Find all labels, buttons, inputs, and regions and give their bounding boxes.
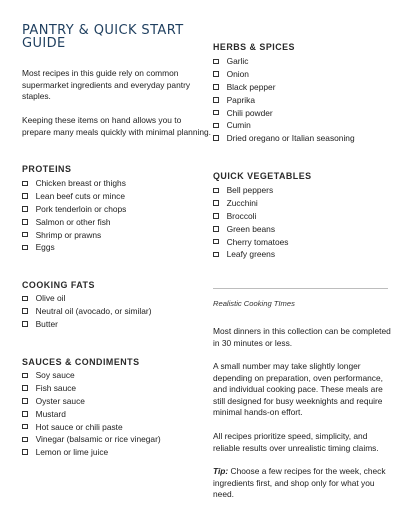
sauce-item (22, 395, 161, 408)
sauce-item (22, 446, 161, 459)
cooking-fat-item (22, 318, 152, 331)
cooking-fats-heading: COOKING FATS (22, 280, 95, 290)
protein-item-label: Chicken breast or thighs (35, 178, 126, 189)
sauce-item-label: Fish sauce (35, 383, 77, 394)
protein-item-label: Eggs (35, 242, 55, 253)
sauces-checklist (22, 369, 161, 459)
cooking-fat-item (22, 305, 152, 318)
vegetable-item-label: Green beans (226, 223, 276, 234)
cooking-times-paragraph-3: All recipes prioritize speed, simplicity, and reliable results over unrealistic timing claims. (213, 431, 379, 453)
herb-item-label: Chili powder (226, 107, 273, 118)
herbs-heading: HERBS & SPICES (213, 42, 295, 52)
cooking-times-paragraph-1: Most dinners in this collection can be completed in 30 minutes or less. (213, 326, 391, 348)
herb-item-label: Dried oregano or Italian seasoning (226, 133, 355, 144)
vegetable-item (213, 222, 289, 235)
herb-item-label: Paprika (226, 94, 255, 105)
checkbox[interactable] (22, 321, 28, 327)
checkbox[interactable] (22, 411, 28, 417)
herb-item (213, 106, 355, 119)
section-divider (213, 288, 388, 289)
checkbox[interactable] (213, 200, 219, 206)
protein-item-label: Salmon or other fish (35, 216, 111, 227)
protein-item (22, 215, 126, 228)
checkbox[interactable] (22, 308, 28, 314)
vegetable-item (213, 210, 289, 223)
herb-item (213, 93, 355, 106)
vegetable-item (213, 197, 289, 210)
checkbox[interactable] (213, 239, 219, 245)
cooking-fat-item (22, 292, 152, 305)
herb-item (213, 132, 355, 145)
vegetable-item-label: Bell peppers (226, 185, 274, 196)
checkbox[interactable] (213, 226, 219, 232)
vegetables-heading: QUICK VEGETABLES (213, 171, 312, 181)
herb-item-label: Onion (226, 69, 249, 80)
sauce-item-label: Vinegar (balsamic or rice vinegar) (35, 434, 161, 445)
page-title: PANTRY & QUICK START GUIDE (22, 23, 184, 51)
protein-item-label: Lean beef cuts or mince (35, 191, 125, 202)
cooking-fat-item-label: Neutral oil (avocado, or similar) (35, 306, 152, 317)
sauce-item (22, 420, 161, 433)
checkbox[interactable] (22, 193, 28, 199)
checkbox[interactable] (22, 373, 28, 379)
vegetable-item (213, 248, 289, 261)
protein-item (22, 241, 126, 254)
vegetable-item-label: Broccoli (226, 210, 257, 221)
checkbox[interactable] (213, 71, 219, 77)
sauce-item-label: Soy sauce (35, 370, 75, 381)
vegetable-item-label: Zucchini (226, 198, 258, 209)
vegetable-item-label: Cherry tomatoes (226, 236, 289, 247)
sauce-item-label: Hot sauce or chili paste (35, 421, 123, 432)
herb-item (213, 119, 355, 132)
herb-item (213, 55, 355, 68)
checkbox[interactable] (22, 181, 28, 187)
checkbox[interactable] (213, 97, 219, 103)
protein-item (22, 228, 126, 241)
tip-paragraph (213, 466, 393, 501)
sauces-heading: SAUCES & CONDIMENTS (22, 357, 140, 367)
intro-paragraph-1: Most recipes in this guide rely on common supermarket ingredients and everyday pantry staples. (22, 68, 191, 101)
checkbox[interactable] (22, 385, 28, 391)
checkbox[interactable] (22, 232, 28, 238)
proteins-heading: PROTEINS (22, 164, 72, 174)
herb-item-label: Cumin (226, 120, 251, 131)
checkbox[interactable] (213, 252, 219, 258)
checkbox[interactable] (213, 59, 219, 65)
tip-label: Tip: (213, 466, 229, 476)
herb-item (213, 68, 355, 81)
checkbox[interactable] (22, 245, 28, 251)
checkbox[interactable] (22, 219, 28, 225)
checkbox[interactable] (213, 135, 219, 141)
intro-paragraph-2: Keeping these items on hand allows you to prepare many meals quickly with minimal planning. (22, 115, 211, 137)
checkbox[interactable] (22, 296, 28, 302)
cooking-times-heading: Realistic Cooking TImes (213, 299, 295, 308)
checkbox[interactable] (213, 110, 219, 116)
checkbox[interactable] (213, 123, 219, 129)
protein-item (22, 177, 126, 190)
herbs-checklist (213, 55, 355, 145)
sauce-item-label: Lemon or lime juice (35, 447, 109, 458)
sauce-item (22, 433, 161, 446)
sauce-item (22, 369, 161, 382)
checkbox[interactable] (22, 206, 28, 212)
protein-item-label: Shrimp or prawns (35, 229, 102, 240)
sauce-item (22, 382, 161, 395)
checkbox[interactable] (213, 188, 219, 194)
protein-item (22, 190, 126, 203)
checkbox[interactable] (22, 437, 28, 443)
checkbox[interactable] (213, 84, 219, 90)
protein-item-label: Pork tenderloin or chops (35, 203, 127, 214)
protein-item (22, 203, 126, 216)
checkbox[interactable] (22, 449, 28, 455)
proteins-checklist (22, 177, 126, 254)
cooking-fat-item-label: Olive oil (35, 293, 66, 304)
vegetable-item (213, 184, 289, 197)
sauce-item-label: Oyster sauce (35, 395, 85, 406)
cooking-times-paragraph-2: A small number may take slightly longer depending on preparation, oven performance, and individual cooking pace. These meals are still designed for busy weeknights and require minimal hands-on effort. (213, 361, 383, 417)
vegetables-checklist (213, 184, 289, 261)
sauce-item-label: Mustard (35, 408, 66, 419)
cooking-fats-checklist (22, 292, 152, 330)
cooking-fat-item-label: Butter (35, 318, 58, 329)
vegetable-item-label: Leafy greens (226, 249, 276, 260)
herb-item-label: Garlic (226, 56, 249, 67)
checkbox[interactable] (22, 398, 28, 404)
herb-item-label: Black pepper (226, 81, 276, 92)
checkbox[interactable] (213, 213, 219, 219)
checkbox[interactable] (22, 424, 28, 430)
herb-item (213, 81, 355, 94)
sauce-item (22, 407, 161, 420)
tip-text: Choose a few recipes for the week, check ingredients first, and shop only for what you need. (213, 466, 386, 499)
vegetable-item (213, 235, 289, 248)
